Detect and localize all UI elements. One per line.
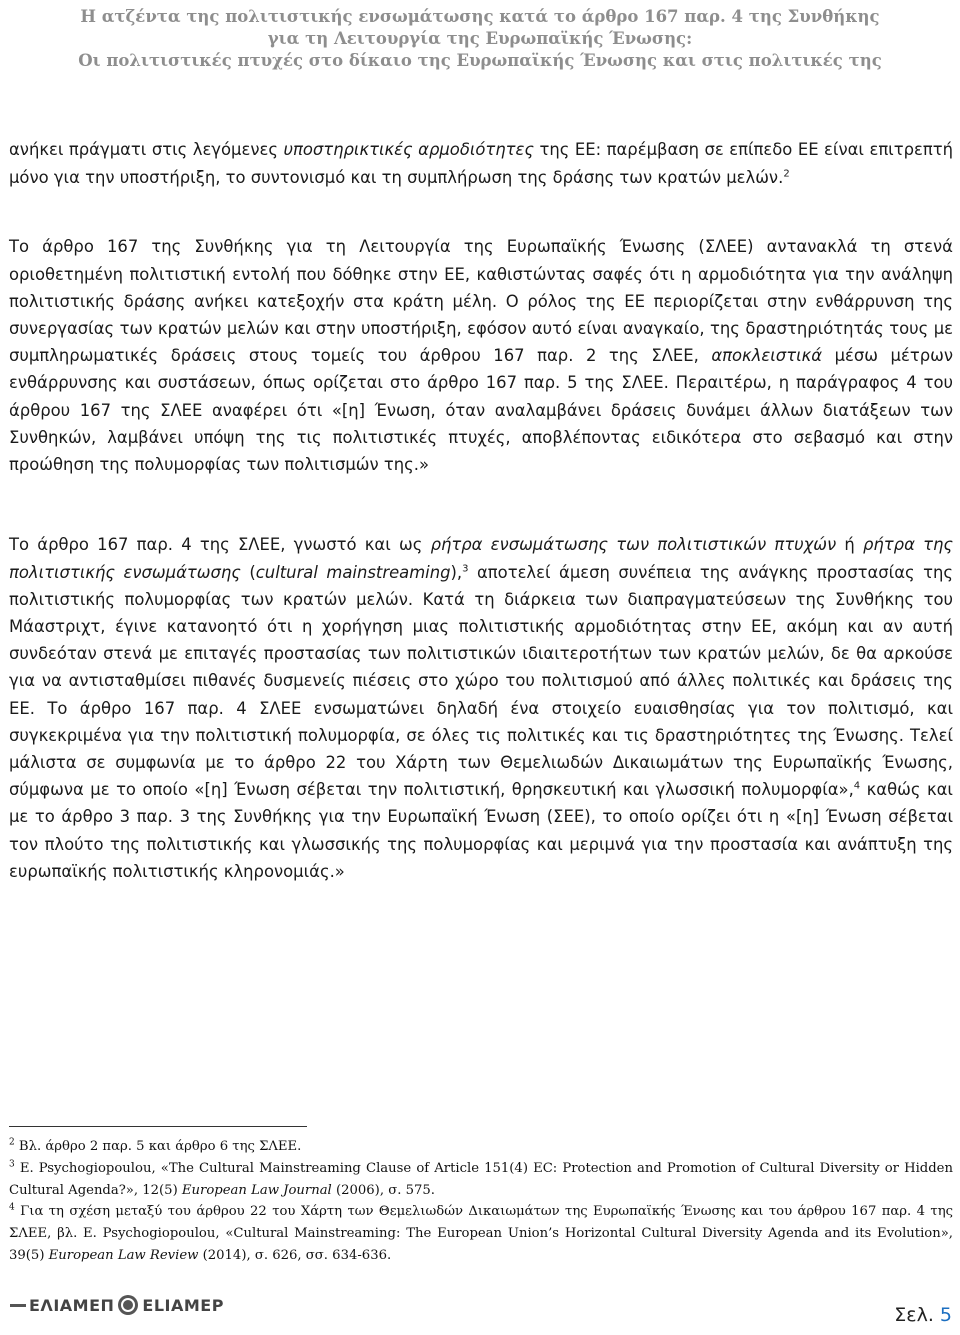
footnote-3: $^3$ E. Psychogiopoulou, «The Cultural Mainstreaming Clause of Article 151(4) EC: Protection and Promotion of Cultural Diversity or Hidden Cultural Agenda?», 12(5) European Law Journal (2006), σ. 575. bbox=[9, 1159, 953, 1198]
eliamep-logo bbox=[10, 1291, 224, 1319]
paragraph-cultural-mainstreaming: Το άρθρο 167 παρ. 4 της ΣΛΕΕ, γνωστό και ως ρήτρα ενσωμάτωσης των πολιτιστικών πτυχών ή ρήτρα της πολιτιστικής ενσωμάτωσης (cultural mainstreaming),$^3$ αποτελεί άμεση συνέπεια της ανάγκης προστασίας της πολιτιστικής πολυμορφίας των κρατών μελών. Κατά τη διάρκεια των διαπραγματεύσεων της Συνθήκης του Μάαστριχτ, έγινε κατανοητό ότι η χορήγηση μιας πολιτιστικής αρμοδιότητας στην ΕΕ, ακόμη και αν αυτή συνδεόταν στενά με επιταγές προστασίας των πολιτιστικών ιδιαιτεροτήτων των κρατών μελών, δε θα αρκούσε για να αντισταθμίσει πιθανές δυσμενείς πιέσεις στο χώρο του πολιτισμού από άλλες πολιτικές και δράσεις της ΕΕ. Το άρθρο 167 παρ. 4 ΣΛΕΕ ενσωματώνει δηλαδή ένα στοιχείο ευαισθησίας για τον πολιτισμό, και συγκεκριμένα για την πολιτιστική πολυμορφία, σε όλες τις πολιτικές και τις δραστηριότητες της Ένωσης. Τελεί μάλιστα σε συμφωνία με το άρθρο 22 του Χάρτη των Θεμελιωδών Δικαιωμάτων της Ευρωπαϊκής Ένωσης, σύμφωνα με το οποίο «[η] Ένωση σέβεται την πολιτιστική, θρησκευτική και γλωσσική πολυμορφία»,$^4$ καθώς και με το άρθρο 3 παρ. 3 της Συνθήκης για την Ευρωπαϊκή Ένωση (ΣΕΕ), το οποίο ορίζει ότι η «[η] Ένωση σέβεται τον πλούτο της πολιτιστικής και γλωσσικής της πολυμορφίας και μεριμνά για την προστασία και ανάπτυξη της ευρωπαϊκής πολιτιστικής κληρονομιάς.» bbox=[9, 535, 953, 881]
footnote-4: $^4$ Για τη σχέση μεταξύ του άρθρου 22 του Χάρτη των Θεμελιωδών Δικαιωμάτων της Ευρωπαϊκής Ένωσης και του άρθρου 167 παρ. 4 της ΣΛΕΕ, βλ. E. Psychogiopoulou, «Cultural Mainstreaming: The European Union’s Horizontal Cultural Diversity Agenda and its Evolution», 39(5) European Law Review (2014), σ. 626, σσ. 634-636. bbox=[9, 1203, 953, 1263]
page-number-value: 5 bbox=[939, 1304, 952, 1326]
logo-bar-icon bbox=[10, 1304, 26, 1307]
page-label: Σελ. bbox=[894, 1304, 934, 1326]
logo-text-greek: ΕΛΙΑΜΕΠ bbox=[29, 1295, 115, 1315]
footnote-ref-2[interactable]: 2 bbox=[783, 168, 790, 180]
footnote-2: $^2$ Βλ. άρθρο 2 παρ. 5 και άρθρο 6 της ΣΛΕΕ. bbox=[9, 1137, 302, 1154]
logo-text-latin: ELIAMEP bbox=[142, 1295, 224, 1315]
paragraph-article-167: Το άρθρο 167 της Συνθήκης για τη Λειτουργία της Ευρωπαϊκής Ένωσης (ΣΛΕΕ) αντανακλά τη στενά οριοθετημένη πολιτιστική εντολή που δόθηκε στην ΕΕ, καθιστώντας σαφές ότι η αρμοδιότητα για την ανάληψη πολιτιστικής δράσης ανήκει κατεξοχήν στα κράτη μέλη. Ο ρόλος της ΕΕ περιορίζεται στην ενθάρρυνση της συνεργασίας των κρατών μελών και στην υποστήριξη, εφόσον αυτό είναι αναγκαίο, της δραστηριότητάς τους με συμπληρωματικές δράσεις στους τομείς του άρθρου 167 παρ. 2 της ΣΛΕΕ, αποκλειστικά μέσω μέτρων ενθάρρυνσης και συστάσεων, όπως ορίζεται στο άρθρο 167 παρ. 5 της ΣΛΕΕ. Περαιτέρω, η παράγραφος 4 του άρθρου 167 της ΣΛΕΕ αναφέρει ότι «[η] Ένωση, όταν αναλαμβάνει δράσεις δυνάμει άλλων διατάξεων των Συνθηκών, λαμβάνει υπόψη της τις πολιτιστικές πτυχές, αποβλέποντας ειδικότερα στο σεβασμό και στην προώθηση της πολυμορφίας των πολιτισμών της.» bbox=[9, 237, 953, 475]
header-line-2: για τη Λειτουργία της Ευρωπαϊκής Ένωσης: bbox=[267, 29, 693, 48]
footnote-separator bbox=[9, 1126, 307, 1127]
footnote-ref-3[interactable]: 3 bbox=[462, 563, 469, 575]
running-header bbox=[0, 6, 960, 72]
footnote-ref-4[interactable]: 4 bbox=[853, 780, 861, 792]
header-line-3: Οι πολιτιστικές πτυχές στο δίκαιο της Ευρωπαϊκής Ένωσης και στις πολιτικές της bbox=[78, 51, 882, 70]
logo-emblem-icon bbox=[118, 1295, 138, 1315]
header-line-1: Η ατζέντα της πολιτιστικής ενσωμάτωσης κατά το άρθρο 167 παρ. 4 της Συνθήκης bbox=[80, 7, 880, 26]
paragraph-continuation: ανήκει πράγματι στις λεγόμενες υποστηρικτικές αρμοδιότητες της ΕΕ: παρέμβαση σε επίπεδο ΕΕ είναι επιτρεπτή μόνο για την υποστήριξη, το συντονισμό και τη συμπλήρωση της δράσης των κρατών μελών.$^2$ bbox=[9, 140, 953, 187]
footnotes bbox=[9, 1136, 953, 1267]
page-number bbox=[894, 1304, 952, 1326]
